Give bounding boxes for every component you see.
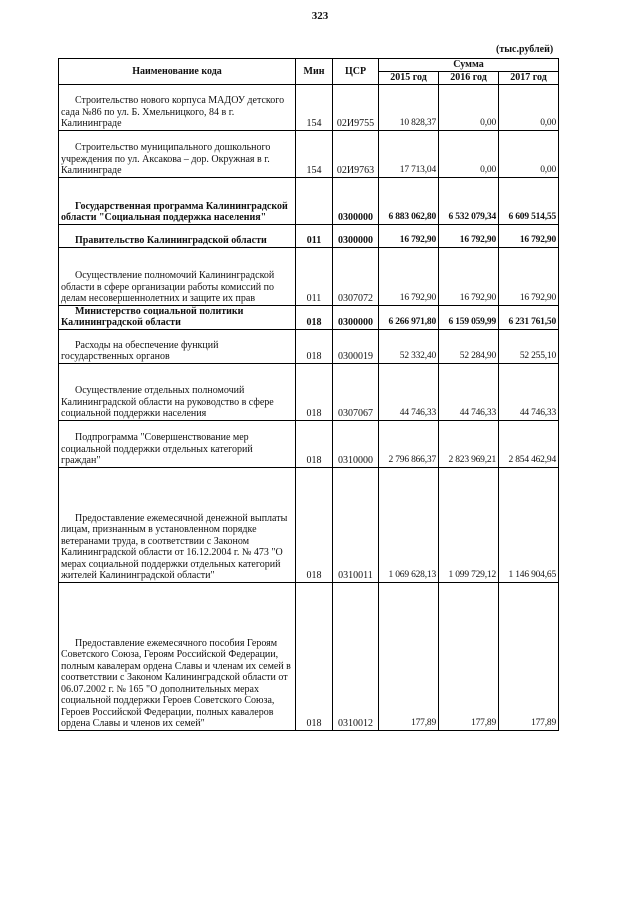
row-csr: 0310011 — [333, 467, 379, 582]
row-value-2016: 1 099 729,12 — [439, 467, 499, 582]
table-row — [59, 467, 559, 582]
row-value-2016: 16 792,90 — [439, 224, 499, 247]
row-value-2017: 177,89 — [499, 582, 559, 730]
row-value-2016: 2 823 969,21 — [439, 420, 499, 467]
row-min: 011 — [296, 224, 333, 247]
row-min — [296, 177, 333, 224]
header-min: Мин — [296, 59, 333, 85]
row-value-2016: 0,00 — [439, 130, 499, 177]
row-value-2015: 1 069 628,13 — [379, 467, 439, 582]
row-value-2015: 17 713,04 — [379, 130, 439, 177]
header-year-2015: 2015 год — [379, 71, 439, 84]
row-value-2017: 0,00 — [499, 84, 559, 130]
row-csr: 0300000 — [333, 177, 379, 224]
header-csr: ЦСР — [333, 59, 379, 85]
row-value-2017: 6 231 761,50 — [499, 305, 559, 329]
row-value-2016: 177,89 — [439, 582, 499, 730]
header-year-2017: 2017 год — [499, 71, 559, 84]
row-name: Расходы на обеспечение функций государственных органов — [59, 329, 296, 363]
row-value-2015: 177,89 — [379, 582, 439, 730]
row-value-2015: 10 828,37 — [379, 84, 439, 130]
row-csr: 0310012 — [333, 582, 379, 730]
row-value-2015: 6 266 971,80 — [379, 305, 439, 329]
row-name: Предоставление ежемесячной денежной выплаты лицам, признанным в установленном порядке ветеранами труда, в соответствии с Законом Калининградской области от 16.12.2004 г. № 473 "О мерах социальной поддержки отдельных категорий жителей Калининградской области" — [59, 467, 296, 582]
row-min: 011 — [296, 247, 333, 305]
row-value-2015: 16 792,90 — [379, 247, 439, 305]
row-name: Правительство Калининградской области — [59, 224, 296, 247]
row-name: Государственная программа Калининградской области "Социальная поддержка населения" — [59, 177, 296, 224]
row-name: Осуществление отдельных полномочий Калининградской области на руководство в сфере социальной поддержки населения — [59, 363, 296, 420]
units-label: (тыс.рублей) — [496, 44, 554, 55]
row-min: 018 — [296, 329, 333, 363]
row-value-2015: 2 796 866,37 — [379, 420, 439, 467]
row-csr: 0300000 — [333, 224, 379, 247]
table-row — [59, 420, 559, 467]
row-csr: 02И9763 — [333, 130, 379, 177]
row-min: 018 — [296, 420, 333, 467]
row-value-2016: 6 159 059,99 — [439, 305, 499, 329]
row-value-2017: 16 792,90 — [499, 224, 559, 247]
row-name: Строительство муниципального дошкольного учреждения по ул. Аксакова – дор. Окружная в г. Калининграде — [59, 130, 296, 177]
row-value-2017: 52 255,10 — [499, 329, 559, 363]
row-min: 018 — [296, 467, 333, 582]
row-value-2016: 44 746,33 — [439, 363, 499, 420]
table-row — [59, 224, 559, 247]
page-number: 323 — [311, 10, 329, 22]
row-csr: 0307072 — [333, 247, 379, 305]
header-name: Наименование кода — [59, 59, 296, 85]
table-row — [59, 363, 559, 420]
row-csr: 02И9755 — [333, 84, 379, 130]
row-min: 018 — [296, 305, 333, 329]
row-min: 018 — [296, 582, 333, 730]
row-name: Предоставление ежемесячного пособия Героям Советского Союза, Героям Российской Федерации, полным кавалерам ордена Славы и членам их семей в соответствии с Законом Калининградской области от 06.07.2002 г. № 165 "О дополнительных мерах социальной поддержки Героев Советского Союза, Героев Российской Федерации, полных кавалеров ордена Славы и членов их семей" — [59, 582, 296, 730]
row-name: Подпрограмма "Совершенствование мер социальной поддержки отдельных категорий граждан" — [59, 420, 296, 467]
row-value-2015: 16 792,90 — [379, 224, 439, 247]
row-min: 154 — [296, 130, 333, 177]
row-csr: 0307067 — [333, 363, 379, 420]
row-value-2016: 52 284,90 — [439, 329, 499, 363]
row-csr: 0300000 — [333, 305, 379, 329]
row-min: 154 — [296, 84, 333, 130]
header-year-2016: 2016 год — [439, 71, 499, 84]
row-value-2017: 0,00 — [499, 130, 559, 177]
header-sum: Сумма — [379, 59, 559, 72]
table-row — [59, 329, 559, 363]
row-value-2015: 52 332,40 — [379, 329, 439, 363]
row-value-2017: 6 609 514,55 — [499, 177, 559, 224]
table-row — [59, 247, 559, 305]
table-row — [59, 177, 559, 224]
table-row — [59, 305, 559, 329]
row-value-2016: 6 532 079,34 — [439, 177, 499, 224]
row-csr: 0310000 — [333, 420, 379, 467]
row-min: 018 — [296, 363, 333, 420]
row-value-2015: 6 883 062,80 — [379, 177, 439, 224]
table-row — [59, 84, 559, 130]
row-name: Строительство нового корпуса МАДОУ детского сада №86 по ул. Б. Хмельницкого, 84 в г. Калининграде — [59, 84, 296, 130]
table-row — [59, 582, 559, 730]
row-value-2016: 0,00 — [439, 84, 499, 130]
budget-table — [58, 58, 559, 731]
row-value-2017: 44 746,33 — [499, 363, 559, 420]
row-csr: 0300019 — [333, 329, 379, 363]
table-row — [59, 130, 559, 177]
row-value-2017: 16 792,90 — [499, 247, 559, 305]
row-name: Министерство социальной политики Калининградской области — [59, 305, 296, 329]
row-value-2016: 16 792,90 — [439, 247, 499, 305]
row-value-2017: 1 146 904,65 — [499, 467, 559, 582]
row-value-2015: 44 746,33 — [379, 363, 439, 420]
row-value-2017: 2 854 462,94 — [499, 420, 559, 467]
row-name: Осуществление полномочий Калининградской области в сфере организации работы комиссий по делам несовершеннолетних и защите их прав — [59, 247, 296, 305]
